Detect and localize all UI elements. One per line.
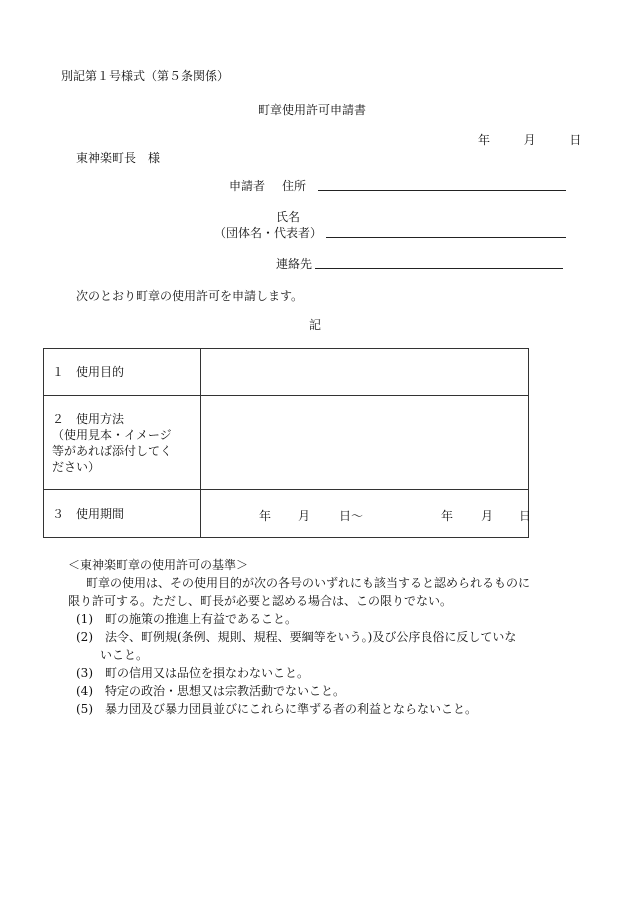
- name-label: 氏名: [276, 210, 301, 224]
- criteria-heading: ＜東神楽町章の使用許可の基準＞: [68, 558, 249, 572]
- period-label-cell: [44, 490, 201, 538]
- form-number: 別記第１号様式（第５条関係）: [61, 69, 230, 83]
- period-to-month: 月: [481, 508, 494, 523]
- period-to-year: 年: [441, 508, 454, 523]
- org-representative-label: （団体名・代表者）: [214, 226, 323, 240]
- period-from-day: 日～: [339, 508, 364, 523]
- date-month-label: 月: [523, 133, 536, 147]
- period-field[interactable]: [201, 490, 532, 538]
- addressee: 東神楽町長 様: [76, 151, 161, 165]
- date-line: [478, 133, 581, 147]
- contact-label: 連絡先: [276, 257, 313, 271]
- intro-text: 次のとおり町章の使用許可を申請します。: [76, 289, 304, 303]
- application-table: [43, 348, 532, 538]
- ki-marker: 記: [309, 318, 322, 332]
- method-note-line: 等があれば添付してく: [52, 443, 173, 458]
- criteria-item-3: (3) 町の信用又は品位を損なわないこと。: [76, 666, 309, 680]
- criteria-body-line: 町章の使用は、その使用目的が次の各号のいずれにも該当すると認められるものに: [86, 576, 531, 590]
- name-field[interactable]: [326, 237, 566, 238]
- criteria-item-4: (4) 特定の政治・思想又は宗教活動でないこと。: [76, 684, 345, 698]
- date-day-label: 日: [569, 133, 582, 147]
- applicant-label: 申請者: [229, 179, 266, 193]
- contact-field[interactable]: [315, 268, 563, 269]
- period-label: ３ 使用期間: [52, 506, 125, 521]
- address-label: 住所: [282, 179, 307, 193]
- period-dates: [201, 507, 532, 523]
- purpose-field[interactable]: [201, 349, 529, 396]
- criteria-item-1: (1) 町の施策の推進上有益であること。: [76, 612, 297, 626]
- document-title: 町章使用許可申請書: [258, 103, 367, 117]
- criteria-item-5: (5) 暴力団及び暴力団員並びにこれらに準ずる者の利益とならないこと。: [76, 702, 478, 716]
- method-note-line: （使用見本・イメージ: [52, 427, 172, 442]
- table-row: [44, 490, 529, 538]
- period-from-month: 月: [298, 508, 311, 523]
- criteria-section: [68, 556, 578, 718]
- address-field[interactable]: [318, 190, 566, 191]
- table-row: [44, 349, 529, 396]
- criteria-body-line: 限り許可する。ただし、町長が必要と認める場合は、この限りでない。: [68, 594, 453, 608]
- method-label: ２ 使用方法: [52, 411, 125, 426]
- purpose-label: １ 使用目的: [52, 365, 125, 379]
- criteria-item-2: (2) 法令、町例規(条例、規則、規程、要綱等をいう。)及び公序良俗に反していな: [76, 630, 517, 644]
- criteria-item-2-continued: いこと。: [100, 648, 149, 662]
- method-field[interactable]: [201, 396, 529, 490]
- period-to-day: 日: [519, 508, 532, 523]
- date-year-label: 年: [478, 133, 491, 147]
- purpose-label-cell: [44, 349, 201, 396]
- method-label-cell: [44, 396, 201, 490]
- method-note-line: ださい）: [52, 459, 101, 474]
- table-row: [44, 396, 529, 490]
- period-from-year: 年: [259, 508, 272, 523]
